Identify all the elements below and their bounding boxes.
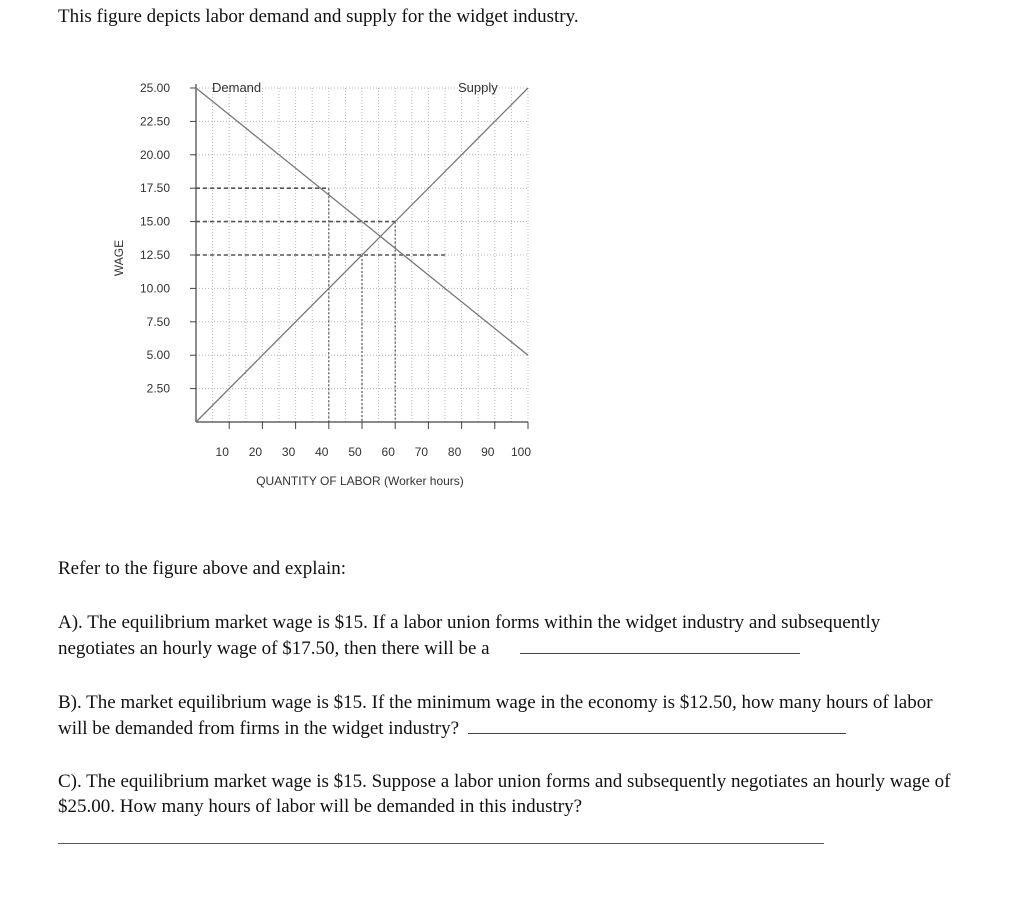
y-tick-label: 10.00: [139, 281, 170, 296]
x-tick-label: 10: [215, 445, 229, 459]
y-tick-label: 5.00: [146, 348, 170, 363]
y-tick-label: 17.50: [139, 181, 170, 196]
y-tick-label: 15.00: [139, 214, 170, 229]
x-tick-label: 80: [447, 445, 462, 459]
y-tick-label: 22.50: [139, 114, 170, 129]
x-tick-label: 70: [414, 445, 429, 459]
x-axis-title: QUANTITY OF LABOR (Worker hours): [256, 474, 464, 488]
x-tick-label: 30: [281, 445, 296, 459]
question-a-text: A). The equilibrium market wage is $15. If a labor union forms within the widget industry and subsequently negotiates an hourly wage of $17.50, then there will be a: [58, 612, 881, 659]
y-tick-label: 20.00: [139, 147, 170, 162]
y-tick-label: 12.50: [139, 248, 170, 262]
question-b-text: B). The market equilibrium wage is $15. If the minimum wage in the economy is $12.50, how many hours of labor will be demanded from firms in the widget industry?: [58, 692, 933, 739]
supply-label: Supply: [458, 80, 498, 95]
x-tick-label: 90: [481, 445, 495, 459]
answer-c-blank[interactable]: [58, 843, 824, 844]
x-tick-label: 40: [315, 445, 329, 459]
y-tick-label: 2.50: [146, 381, 170, 396]
answer-b-blank[interactable]: [468, 715, 846, 734]
x-tick-label: 20: [248, 445, 263, 459]
y-tick-label: 7.50: [146, 314, 170, 329]
answer-a-blank[interactable]: [520, 635, 800, 654]
prompt-text: Refer to the figure above and explain:: [58, 558, 347, 579]
question-b: [58, 690, 958, 741]
question-c: [58, 769, 958, 819]
x-tick-label: 60: [381, 445, 395, 459]
y-axis-title: WAGE: [112, 239, 126, 277]
y-tick-label: 25.00: [139, 81, 170, 95]
question-c-text: C). The equilibrium market wage is $15. Suppose a labor union forms and subsequently negotiates an hourly wage of $25.00. How many hours of labor will be demanded in this industry?: [58, 771, 951, 817]
question-a: [58, 610, 958, 661]
x-tick-label: 50: [348, 445, 362, 459]
intro-text: This figure depicts labor demand and supply for the widget industry.: [58, 6, 579, 27]
x-tick-label: 100: [510, 445, 532, 459]
demand-label: Demand: [212, 80, 262, 95]
